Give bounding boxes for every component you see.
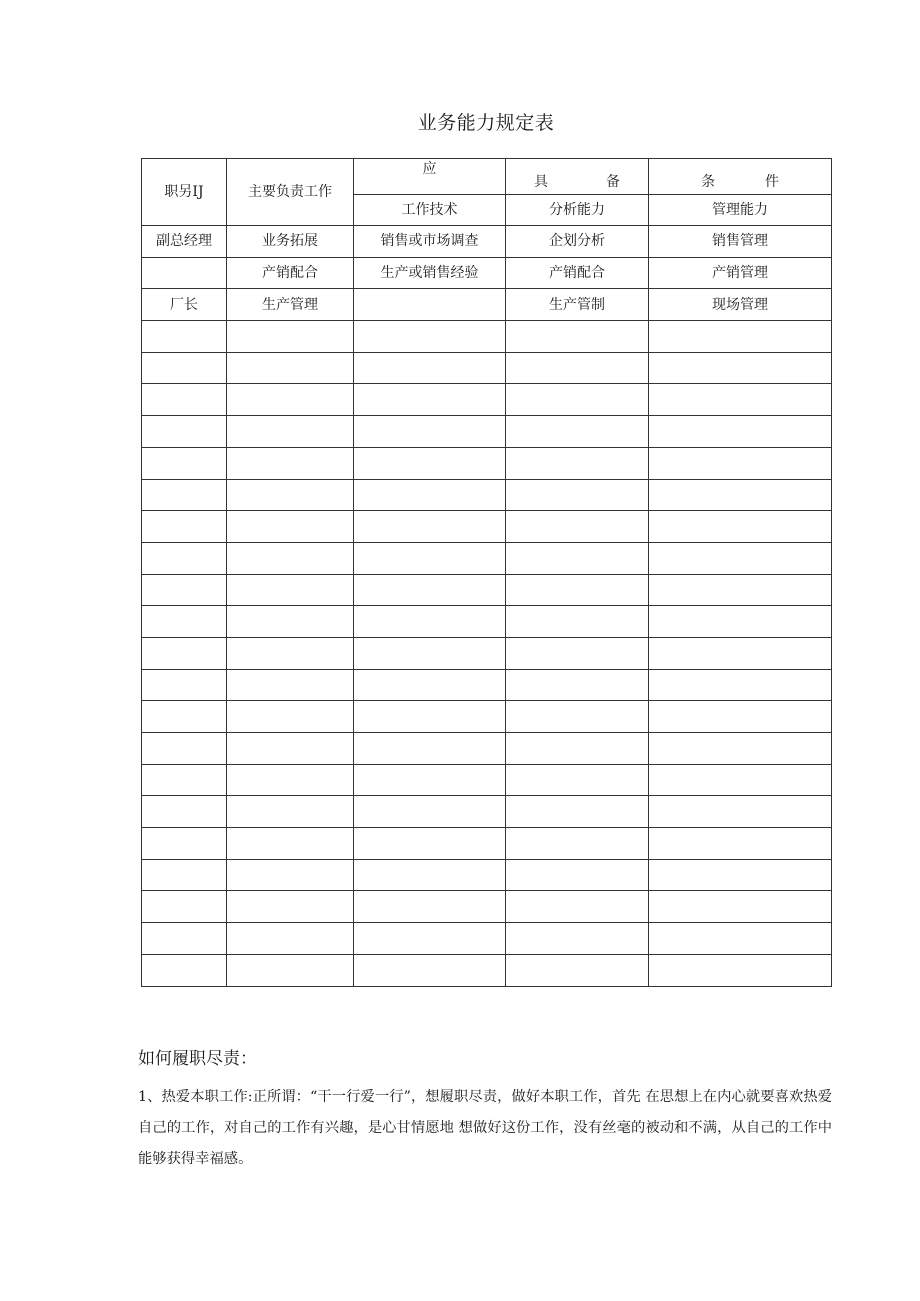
cell-work-skill (354, 796, 506, 828)
header-row-1 (142, 159, 832, 195)
cell-position (142, 447, 227, 479)
header-main-work: 主要负责工作 (227, 159, 354, 226)
cell-analysis (506, 733, 649, 765)
cell-work-skill (354, 416, 506, 448)
cell-work-skill (354, 384, 506, 416)
cell-work-skill (354, 289, 506, 321)
cell-management (649, 479, 832, 511)
cell-position (142, 733, 227, 765)
cell-management (649, 606, 832, 638)
cell-analysis (506, 859, 649, 891)
table-row (142, 828, 832, 860)
cell-main-work (227, 479, 354, 511)
cell-position (142, 954, 227, 986)
section-paragraph: 1、热爱本职工作:正所谓：“干一行爱一行”，想履职尽责，做好本职工作，首先 在思想上在内心就要喜欢热爱自己的工作，对自己的工作有兴趣，是心甘情愿地 想做好这份工作，没有丝毫的被动和不满，从自己的工作中能够获得幸福感。 (138, 1089, 832, 1167)
cell-main-work (227, 574, 354, 606)
cell-main-work (227, 733, 354, 765)
table-row (142, 891, 832, 923)
cell-management (649, 511, 832, 543)
cell-analysis (506, 637, 649, 669)
header-char-tiao: 条 (701, 174, 715, 190)
cell-analysis (506, 416, 649, 448)
cell-work-skill (354, 574, 506, 606)
cell-main-work (227, 954, 354, 986)
cell-management (649, 954, 832, 986)
cell-position (142, 511, 227, 543)
cell-work-skill (354, 891, 506, 923)
header-char-ju: 具 (534, 174, 548, 190)
cell-position (142, 701, 227, 733)
cell-main-work (227, 352, 354, 384)
table-row (142, 416, 832, 448)
table-row (142, 289, 832, 321)
cell-work-skill (354, 321, 506, 353)
header-char-jian: 件 (765, 174, 779, 190)
cell-work-skill (354, 859, 506, 891)
cell-work-skill (354, 447, 506, 479)
cell-work-skill (354, 606, 506, 638)
cell-position (142, 352, 227, 384)
table-row (142, 764, 832, 796)
cell-management (649, 447, 832, 479)
cell-analysis (506, 923, 649, 955)
cell-management: 产销管理 (649, 257, 832, 289)
table-row (142, 637, 832, 669)
cell-position (142, 637, 227, 669)
table-row (142, 321, 832, 353)
cell-work-skill (354, 764, 506, 796)
cell-analysis (506, 669, 649, 701)
table-row (142, 954, 832, 986)
table-row (142, 257, 832, 289)
cell-main-work (227, 891, 354, 923)
cell-analysis: 产销配合 (506, 257, 649, 289)
table-row (142, 226, 832, 258)
table-row (142, 923, 832, 955)
cell-analysis (506, 954, 649, 986)
cell-main-work (227, 764, 354, 796)
cell-management (649, 923, 832, 955)
cell-work-skill: 销售或市场调查 (354, 226, 506, 258)
cell-analysis (506, 447, 649, 479)
page-title: 业务能力规定表 (417, 112, 555, 134)
cell-main-work (227, 796, 354, 828)
table-row (142, 447, 832, 479)
cell-analysis (506, 511, 649, 543)
cell-analysis (506, 891, 649, 923)
cell-position (142, 923, 227, 955)
cell-work-skill: 生产或销售经验 (354, 257, 506, 289)
table-row (142, 574, 832, 606)
cell-main-work (227, 447, 354, 479)
cell-position (142, 479, 227, 511)
table-row (142, 542, 832, 574)
cell-work-skill (354, 923, 506, 955)
cell-analysis (506, 574, 649, 606)
cell-main-work (227, 542, 354, 574)
cell-management (649, 764, 832, 796)
header-group-tiaojian (649, 159, 832, 195)
cell-management (649, 574, 832, 606)
cell-work-skill (354, 733, 506, 765)
cell-work-skill (354, 542, 506, 574)
cell-analysis (506, 764, 649, 796)
header-management-ability: 管理能力 (649, 195, 832, 226)
cell-work-skill (354, 828, 506, 860)
cell-position (142, 416, 227, 448)
cell-analysis (506, 542, 649, 574)
cell-position (142, 542, 227, 574)
cell-position (142, 321, 227, 353)
cell-main-work (227, 669, 354, 701)
cell-work-skill (354, 701, 506, 733)
table-row (142, 352, 832, 384)
cell-main-work (227, 606, 354, 638)
cell-position (142, 384, 227, 416)
cell-position (142, 891, 227, 923)
cell-work-skill (354, 637, 506, 669)
table-row (142, 511, 832, 543)
table-row (142, 669, 832, 701)
cell-management (649, 733, 832, 765)
cell-management (649, 669, 832, 701)
header-analysis-ability: 分析能力 (506, 195, 649, 226)
header-group-jubei (506, 159, 649, 195)
header-char-ying: 应 (422, 161, 437, 177)
cell-main-work (227, 701, 354, 733)
header-group-ying (354, 159, 506, 195)
table-row (142, 606, 832, 638)
cell-analysis (506, 384, 649, 416)
cell-main-work (227, 923, 354, 955)
table-row (142, 479, 832, 511)
cell-position (142, 257, 227, 289)
cell-main-work: 业务拓展 (227, 226, 354, 258)
cell-management (649, 701, 832, 733)
cell-main-work: 产销配合 (227, 257, 354, 289)
cell-management: 现场管理 (649, 289, 832, 321)
cell-analysis (506, 352, 649, 384)
cell-main-work (227, 859, 354, 891)
cell-analysis: 企划分析 (506, 226, 649, 258)
cell-work-skill (354, 511, 506, 543)
header-char-bei: 备 (606, 174, 620, 190)
cell-work-skill (354, 352, 506, 384)
cell-main-work (227, 511, 354, 543)
cell-main-work (227, 637, 354, 669)
cell-position: 厂长 (142, 289, 227, 321)
table-row (142, 701, 832, 733)
cell-work-skill (354, 479, 506, 511)
cell-main-work (227, 416, 354, 448)
cell-position (142, 669, 227, 701)
cell-management (649, 321, 832, 353)
cell-position: 副总经理 (142, 226, 227, 258)
cell-management (649, 637, 832, 669)
cell-management (649, 891, 832, 923)
table-row (142, 859, 832, 891)
cell-management (649, 416, 832, 448)
cell-main-work (227, 321, 354, 353)
cell-main-work: 生产管理 (227, 289, 354, 321)
cell-management (649, 859, 832, 891)
cell-position (142, 574, 227, 606)
cell-position (142, 764, 227, 796)
section-heading: 如何履职尽责： (138, 1049, 257, 1069)
cell-analysis (506, 701, 649, 733)
ability-table (141, 158, 832, 987)
cell-management: 销售管理 (649, 226, 832, 258)
cell-main-work (227, 384, 354, 416)
cell-analysis (506, 606, 649, 638)
cell-work-skill (354, 954, 506, 986)
table-row (142, 796, 832, 828)
header-position: 职另IJ (142, 159, 227, 226)
cell-position (142, 796, 227, 828)
table-row (142, 733, 832, 765)
cell-position (142, 828, 227, 860)
cell-position (142, 606, 227, 638)
cell-analysis (506, 321, 649, 353)
cell-analysis: 生产管制 (506, 289, 649, 321)
cell-analysis (506, 796, 649, 828)
cell-work-skill (354, 669, 506, 701)
cell-analysis (506, 828, 649, 860)
cell-position (142, 859, 227, 891)
cell-main-work (227, 828, 354, 860)
cell-management (649, 384, 832, 416)
cell-management (649, 828, 832, 860)
cell-management (649, 352, 832, 384)
cell-management (649, 542, 832, 574)
cell-analysis (506, 479, 649, 511)
header-work-skill: 工作技术 (354, 195, 506, 226)
table-row (142, 384, 832, 416)
cell-management (649, 796, 832, 828)
